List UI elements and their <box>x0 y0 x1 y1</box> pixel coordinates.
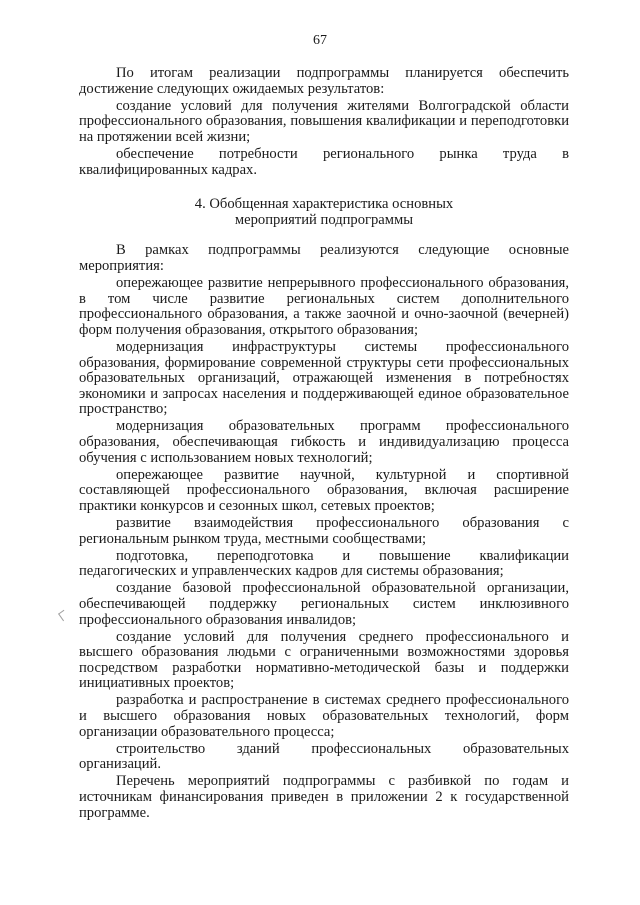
section-heading-line: мероприятий подпрограммы <box>234 211 414 228</box>
margin-pen-mark <box>58 610 69 621</box>
activity-item: подготовка, переподготовка и повышение квалификации педагогических и управленческих кадров для системы образования; <box>79 547 569 580</box>
expected-result-item: обеспечение потребности регионального рынка труда в квалифицированных кадрах. <box>79 145 569 178</box>
activity-item: создание условий для получения среднего профессионального и высшего образования людьми с ограниченными возможностями здоровья посредством разработки нормативно-методической базы и поддержки инициативных проектов; <box>79 628 569 692</box>
activity-item: модернизация образовательных программ профессионального образования, обеспечивающая гибкость и индивидуализацию процесса обучения с использованием новых технологий; <box>79 418 569 466</box>
section-heading-line: 4. Обобщенная характеристика основных <box>194 196 454 213</box>
activity-item: опережающее развитие непрерывного профессионального образования, в том числе развитие региональных систем дополнительного профессионального образования, а также заочной и очно-заочной (вечерней) форм получения образования, открытого образования; <box>79 275 569 338</box>
section-heading <box>79 197 569 228</box>
closing-paragraph: Перечень мероприятий подпрограммы с разбивкой по годам и источникам финансирования приведен в приложении 2 к государственной программе. <box>79 773 569 821</box>
section-lead-paragraph: В рамках подпрограммы реализуются следующие основные мероприятия: <box>79 242 569 274</box>
activity-item: разработка и распространение в системах среднего профессионального и высшего образования новых образовательных технологий, форм организации образовательного процесса; <box>79 692 569 740</box>
expected-result-item: создание условий для получения жителями Волгоградской области профессионального образования, повышения квалификации и переподготовки на протяжении всей жизни; <box>79 97 569 145</box>
intro-paragraph: По итогам реализации подпрограммы планируется обеспечить достижение следующих ожидаемых результатов: <box>79 65 569 97</box>
page-number: 67 <box>313 33 327 48</box>
page-body <box>79 66 569 821</box>
activity-item: опережающее развитие научной, культурной и спортивной составляющей профессионального образования, включая расширение практики конкурсов и сезонных школ, сетевых проектов; <box>79 466 569 514</box>
activity-item: строительство зданий профессиональных образовательных организаций. <box>79 740 569 773</box>
activity-item: создание базовой профессиональной образовательной организации, обеспечивающей поддержку региональных систем инклюзивного профессионального образования инвалидов; <box>79 580 569 628</box>
activity-item: модернизация инфраструктуры системы профессионального образования, формирование современной структуры сети профессиональных образовательных организаций, отражающей изменения в потребностях экономики и запросах населения и поддерживающей единое образовательное пространство; <box>79 338 569 418</box>
activity-item: развитие взаимодействия профессионального образования с региональным рынком труда, местными сообществами; <box>79 514 569 547</box>
